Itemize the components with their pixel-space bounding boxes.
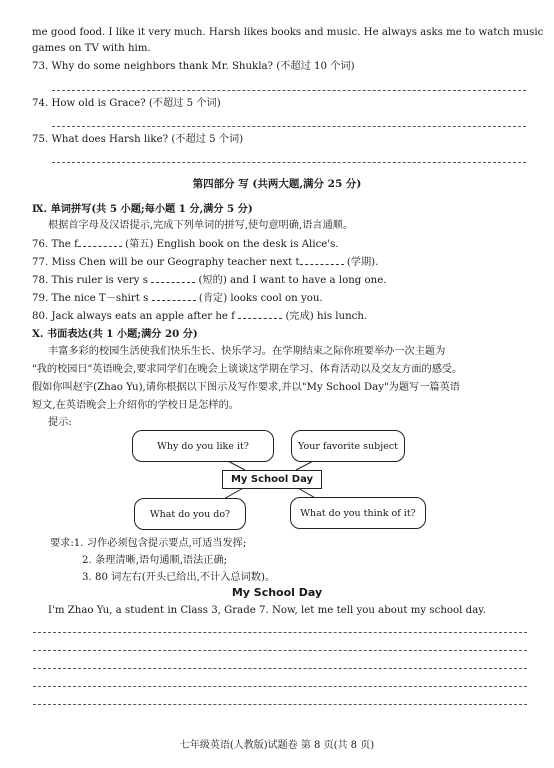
writing-line-1[interactable]	[33, 632, 527, 633]
question-number: 75.	[32, 134, 49, 145]
reading-text-line-1: me good food. I like it very much. Harsh likes books and music. He always asks me to watch music	[32, 27, 544, 38]
writing-line-4[interactable]	[33, 686, 527, 687]
item-before: Miss Chen will be our Geography teacher next t	[51, 257, 300, 268]
item-after: (学期).	[346, 257, 379, 268]
section10-heading: Ⅹ. 书面表达(共 1 小题;满分 20 分)	[32, 328, 198, 340]
prompt-line-1: 丰富多彩的校园生活使我们快乐生长、快乐学习。在学期结束之际你班要举办一次主题为	[48, 346, 446, 357]
writing-line-3[interactable]	[33, 668, 527, 669]
item-number: 79.	[32, 293, 49, 304]
requirement-1: 要求:1. 习作必须包含提示要点,可适当发挥;	[50, 538, 247, 549]
item-before: The f	[51, 239, 78, 250]
writing-line-2[interactable]	[33, 650, 527, 651]
reading-text-line-2: games on TV with him.	[32, 43, 151, 54]
section9-instruction: 根据首字母及汉语提示,完成下列单词的拼写,使句意明确,语言通顺。	[48, 220, 354, 231]
requirement-3: 3. 80 词左右(开头已给出,不计入总词数)。	[82, 572, 276, 583]
item-after: (肯定) looks cool on you.	[198, 293, 323, 304]
diagram-bubble-think-of-it: What do you think of it?	[290, 497, 426, 529]
essay-title: My School Day	[231, 586, 323, 599]
diagram-center-title: My School Day	[222, 470, 322, 489]
diagram-bubble-why-like: Why do you like it?	[132, 430, 274, 462]
section9-heading: Ⅸ. 单词拼写(共 5 小题;每小题 1 分,满分 5 分)	[32, 203, 253, 215]
question-number: 73.	[32, 61, 49, 72]
question-text: What does Harsh like? (不超过 5 个词)	[51, 134, 244, 145]
item-number: 78.	[32, 275, 49, 286]
essay-start: I'm Zhao Yu, a student in Class 3, Grade 7. Now, let me tell you about my school day.	[48, 605, 486, 616]
item-before: The nice T－shirt s	[51, 293, 149, 304]
item-number: 76.	[32, 239, 49, 250]
diagram-bubble-favorite-subject: Your favorite subject	[291, 430, 405, 462]
item-after: (第五) English book on the desk is Alice's.	[125, 239, 339, 250]
requirement-2: 2. 条理清晰,语句通顺,语法正确;	[82, 555, 228, 566]
prompt-line-3: 假如你叫赵宇(Zhao Yu),请你根据以下图示及写作要求,并以"My School Day"为题写一篇英语	[32, 382, 460, 393]
question-text: Why do some neighbors thank Mr. Shukla? (不超过 10 个词)	[51, 61, 355, 72]
item-number: 80.	[32, 311, 49, 322]
writing-line-5[interactable]	[33, 704, 527, 705]
item-before: This ruler is very s	[51, 275, 148, 286]
diagram-bubble-what-do: What do you do?	[134, 498, 246, 530]
item-after: (完成) his lunch.	[285, 311, 368, 322]
hint-label: 提示:	[48, 417, 72, 428]
question-number: 74.	[32, 98, 49, 109]
page-footer: 七年级英语(人教版)试题卷 第 8 页(共 8 页)	[179, 740, 375, 751]
prompt-line-2: "我的校园日"英语晚会,要求同学们在晚会上谈谈这学期在学习、体育活动以及交友方面的感受。	[32, 364, 463, 375]
item-number: 77.	[32, 257, 49, 268]
prompt-line-4: 短文,在英语晚会上介绍你的学校日是怎样的。	[32, 400, 239, 411]
question-text: How old is Grace? (不超过 5 个词)	[51, 98, 221, 109]
item-after: (短的) and I want to have a long one.	[198, 275, 387, 286]
item-before: Jack always eats an apple after he f	[51, 311, 235, 322]
part4-title: 第四部分 写 (共两大题,满分 25 分)	[192, 178, 362, 190]
